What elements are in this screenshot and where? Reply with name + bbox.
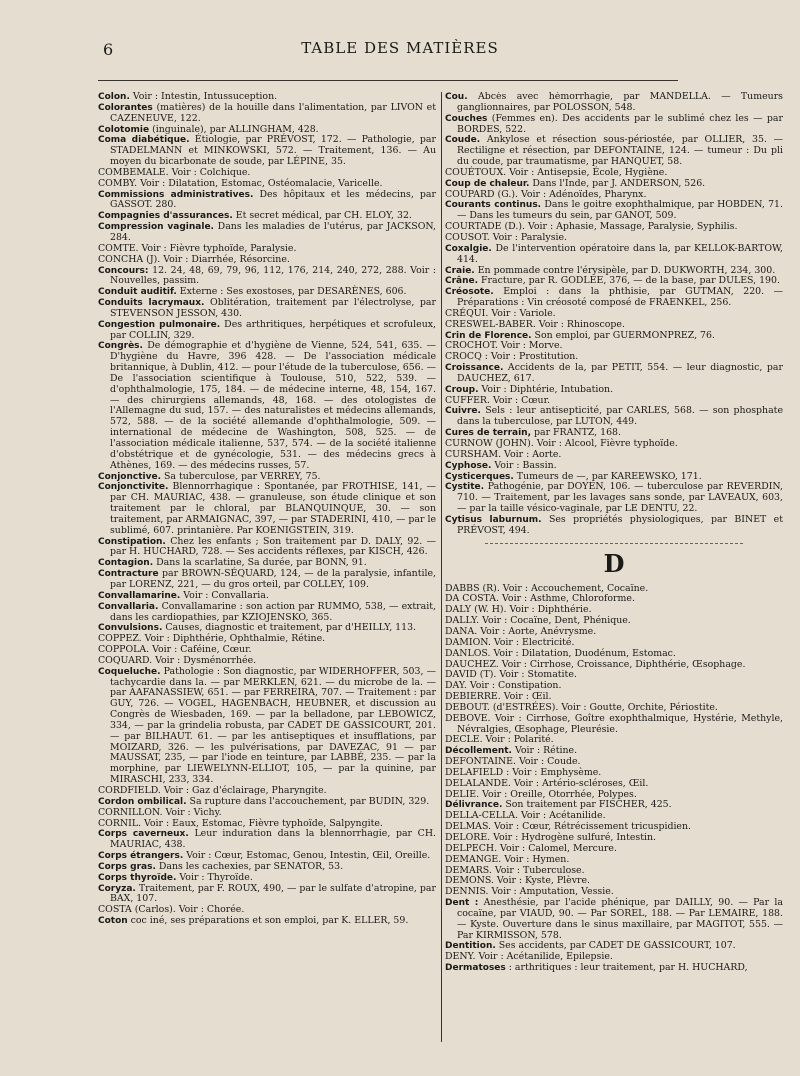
entry-headword: Crâne.: [445, 276, 479, 287]
entry-headword: Cysticerques.: [445, 471, 514, 482]
entry-headword: Courants continus.: [445, 200, 542, 211]
left-column: [98, 92, 436, 1052]
entry-text: DANA. Voir : Aorte, Anévrysme.: [445, 625, 597, 637]
entry-text: CORDFIELD. Voir : Gaz d'éclairage, Pharyngite.: [98, 785, 327, 796]
entry-text: DANLOS. Voir : Dilatation, Duodénum, Estomac.: [445, 647, 676, 659]
index-entry: [98, 829, 436, 851]
entry-headword: Cystite.: [445, 482, 485, 493]
entry-text: (Femmes en). Des accidents par le sublimé chez les — par BORDES, 522.: [457, 112, 783, 135]
entry-headword: Colotomie: [98, 124, 150, 135]
index-entry: [445, 963, 783, 974]
entry-text: 12. 24, 48, 69, 79, 96, 112, 176, 214, 240, 272, 288. Voir : Nouvelles, passim.: [110, 264, 436, 287]
entry-text: Son traitement par FISCHER, 425.: [502, 799, 672, 811]
entry-text: Causes, diagnostic et traitement, par d'HEILLY, 113.: [162, 622, 417, 634]
entry-text: DEMONS. Voir : Kyste, Plèvre.: [445, 875, 590, 887]
entry-headword: Convulsions.: [98, 623, 163, 634]
entry-text: DELORE. Voir : Hydrogène sulfuré, Intestin.: [445, 832, 656, 843]
entry-text: Voir : Cœur, Estomac, Genou, Intestin, Œil, Oreille.: [183, 850, 431, 862]
entry-text: COMTE. Voir : Fièvre typhoïde, Paralysie.: [98, 242, 297, 254]
entry-text: DALY (W. H). Voir : Diphthérie.: [445, 604, 592, 616]
entry-text: COQUARD. Voir : Dysménorrhée.: [98, 654, 257, 666]
entry-text: DEMARS. Voir : Tuberculose.: [445, 864, 585, 876]
entry-headword: Coxalgie.: [445, 243, 492, 254]
entry-headword: Cyphose.: [445, 460, 492, 471]
entry-text: CRESWEL-BABER. Voir : Rhinoscope.: [445, 318, 625, 330]
entry-text: DELALANDE. Voir : Artério-scléroses, Œil.: [445, 777, 649, 789]
entry-text: Pathogénie, par DOYEN, 106. — tuberculose par REVERDIN, 710. — Traitement, par les lavages sans sonde, par LAVEAUX, 603, — par la taille vésico-vaginale, par LE DENTU, 22.: [457, 481, 783, 515]
entry-text: DAMION. Voir : Electricité.: [445, 636, 575, 648]
entry-text: COURTADE (D.). Voir : Aphasie, Massage, Paralysie, Syphilis.: [445, 221, 738, 233]
entry-headword: Colon.: [98, 92, 130, 102]
index-entry: [445, 244, 783, 266]
entry-text: DA COSTA. Voir : Asthme, Chloroforme.: [445, 593, 635, 605]
index-entry: [98, 916, 436, 927]
entry-headword: Coqueluche.: [98, 666, 161, 677]
running-title: TABLE DES MATIÈRES: [301, 39, 499, 57]
index-entry: [445, 515, 783, 537]
entry-text: Sa rupture dans l'accouchement, par BUDIN, 329.: [186, 795, 430, 807]
entry-headword: Contracture: [98, 569, 159, 580]
entry-text: DELLA-CELLA. Voir : Acétanilide.: [445, 810, 606, 822]
entry-headword: Cou.: [445, 92, 468, 102]
index-entry: [98, 190, 436, 212]
entry-text: (matières) de la houille dans l'alimentation, par LIVON et CAZENEUVE, 122.: [110, 101, 436, 124]
index-entry: [98, 482, 436, 536]
entry-text: CURNOW (JOHN). Voir : Alcool, Fièvre typhoïde.: [445, 438, 678, 449]
entry-headword: Conjonctive.: [98, 471, 161, 482]
index-entry: [445, 482, 783, 515]
entry-text: Et secret médical, par CH. ELOY, 32.: [232, 210, 412, 222]
entry-headword: Coryza.: [98, 883, 136, 894]
entry-text: Pathologie : Son diagnostic, par WIDERHOFFER, 503, — tachycardie dans la. — par MERKLEN, 621. — du microbe de la. — par AAFANASSIEW, 651. — par FERREIRA, 707. — Traitement : par GUY, 726. — VOGEL, HAGENBACH, HEUBNER, et discussion au Congrès de Wiesbaden, 169. — par la belladone, par LEBOWICZ, 334, — par la grindelia robusta, par CADET DE GASSICOURT, 201. — par BILHAUT. 61. — par les antiseptiques et insufflations, par MOIZARD, 326. — les pulvérisations, par DAVEZAC, 91 — par MAUSSAT, 235, — par l'iode en teinture, par LABBÉ, 235. — par la morphine, par LIEWELYNN-ELLIOT, 105, — par la quinine, par MIRASCHI, 233, 334.: [110, 665, 436, 786]
entry-headword: Congrès.: [98, 341, 143, 352]
entry-text: CURSHAM. Voir : Aorte.: [445, 448, 562, 460]
entry-headword: Commissions administratives.: [98, 189, 254, 200]
entry-text: Externe : Ses exostoses, par DESARÈNES, 606.: [176, 286, 407, 298]
index-entry: [98, 135, 436, 168]
entry-text: DENNIS. Voir : Amputation, Vessie.: [445, 886, 614, 898]
index-entry: [445, 363, 783, 385]
entry-text: DEBIERRE. Voir : Œil.: [445, 691, 552, 703]
entry-text: COUÉTOUX. Voir : Antisepsie, École, Hygiène.: [445, 166, 668, 178]
index-entry: [98, 298, 436, 320]
entry-text: DELAFIELD : Voir : Emphysème.: [445, 766, 602, 778]
entry-text: Dans l'Inde, par J. ANDERSON, 526.: [529, 177, 706, 189]
entry-text: CORNIL. Voir : Eaux, Estomac, Fièvre typhoïde, Salpyngite.: [98, 817, 383, 829]
entry-text: Oblitération, traitement par l'électrolyse, par STEVENSON JESSON, 430.: [110, 297, 436, 319]
header-rule: [98, 80, 678, 81]
entry-text: CRÉQUI. Voir : Variole.: [445, 307, 556, 319]
entry-headword: Coton: [98, 916, 128, 927]
entry-text: Convallamarine : son action par RUMMO, 538, — extrait, dans les cardiopathies, par KZIOJENSKO, 365.: [110, 600, 436, 623]
entry-text: Leur induration dans la blennorrhagie, par CH. MAURIAC, 438.: [110, 828, 436, 851]
entry-text: DEBOUT. (d'ESTRÉES). Voir : Goutte, Orchite, Périostite.: [445, 701, 718, 713]
entry-headword: Convallamarine.: [98, 590, 181, 601]
entry-headword: Concours:: [98, 265, 149, 276]
section-c-entries: [445, 92, 783, 537]
entry-headword: Corps étrangers.: [98, 851, 184, 862]
entry-headword: Cures de terrain,: [445, 428, 531, 439]
entry-text: COUSOT. Voir : Paralysie.: [445, 231, 568, 243]
entry-text: DELPECH. Voir : Calomel, Mercure.: [445, 842, 617, 854]
entry-text: CUFFER. Voir : Cœur.: [445, 394, 551, 406]
entry-text: DEFONTAINE. Voir : Coude.: [445, 756, 581, 768]
entry-text: CROCQ : Voir : Prostitution.: [445, 351, 579, 363]
entry-text: Emploi : dans la phthisie, par GUTMAN, 220. — Préparations : Vin créosoté composé de FRAENKEL, 256.: [457, 286, 783, 309]
entry-text: Son emploi, par GUERMONPREZ, 76.: [531, 329, 715, 341]
index-entry: [445, 200, 783, 222]
index-entry: [445, 714, 783, 736]
entry-text: Chez les enfants ; Son traitement par D. DALY, 92. — par H. HUCHARD, 728. — Ses accidents réflexes, par KISCH, 426.: [110, 535, 436, 558]
entry-headword: Délivrance.: [445, 800, 503, 811]
entry-text: Anesthésie, par l'acide phénique, par DAILLY, 90. — Par la cocaïne, par VIAUD, 90. — Par SOREL, 188. — Par LEMAIRE, 188. — Kyste. Ouverture dans le sinus maxillaire, par MAGITOT, 555. — Par KIRMISSON, 578.: [457, 897, 783, 941]
entry-text: Voir : Convallaria.: [180, 589, 269, 601]
section-d-entries: [445, 584, 783, 974]
entry-text: par BROWN-SÉQUARD, 124, — de la paralysie, infantile, par LORENZ, 221, — du gros orteil, par COLLEY, 109.: [110, 568, 436, 590]
index-entry: [98, 602, 436, 624]
entry-text: Voir : Rétine.: [511, 745, 578, 757]
entry-headword: Conduits lacrymaux.: [98, 298, 205, 309]
entry-headword: Dermatoses: [445, 963, 506, 974]
section-letter: D: [603, 548, 625, 578]
index-entry: [445, 406, 783, 428]
index-entry: [98, 320, 436, 342]
right-column: [445, 92, 783, 1052]
index-entry: [445, 135, 783, 168]
entry-headword: Dent :: [445, 898, 479, 909]
entry-headword: Constipation.: [98, 536, 166, 547]
entry-text: En pommade contre l'érysipèle, par D. DUKWORTH, 234, 300.: [474, 264, 776, 276]
entry-text: Ses propriétés physiologiques, par BINET et PRÉVOST, 494.: [457, 513, 783, 536]
index-entry: [445, 898, 783, 941]
entry-headword: Corps thyroïde.: [98, 872, 177, 883]
entry-headword: Cytisus laburnum.: [445, 514, 542, 525]
index-entry: [98, 884, 436, 906]
entry-text: COPPEZ. Voir : Diphthérie, Ophthalmie, Rétine.: [98, 633, 326, 645]
entry-text: DABBS (R). Voir : Accouchement, Cocaïne.: [445, 582, 649, 594]
index-entry: [98, 341, 436, 471]
entry-text: De l'intervention opératoire dans la, par KELLOK-BARTOW, 414.: [457, 242, 783, 265]
entry-text: COMBY. Voir : Dilatation, Estomac, Ostéomalacie, Varicelle.: [98, 177, 383, 189]
entry-headword: Congestion pulmonaire.: [98, 319, 221, 330]
entry-headword: Couches: [445, 113, 488, 124]
index-entry: [98, 862, 436, 873]
entry-text: Voir : Bassin.: [491, 459, 557, 471]
index-entry: [98, 667, 436, 786]
entry-headword: Corps gras.: [98, 861, 156, 872]
page-header: [0, 36, 800, 66]
index-entry: [445, 287, 783, 309]
index-entry: [445, 92, 783, 114]
entry-text: Ankylose et résection sous-périostée, par OLLIER, 35. — Rectiligne et résection, par DEFONTAINE, 124. — tumeur : Du pli du coude, par traumatisme, par HANQUET, 58.: [457, 134, 783, 168]
entry-headword: Décollement.: [445, 746, 512, 757]
entry-headword: Conduit auditif.: [98, 287, 177, 298]
index-entry: [98, 569, 436, 591]
entry-text: Accidents de la, par PETIT, 554. — leur diagnostic, par DAUCHEZ, 617.: [457, 362, 783, 384]
index-entry: [98, 103, 436, 125]
entry-text: Traitement, par F. ROUX, 490, — par le sulfate d'atropine, par BAX, 107.: [110, 882, 436, 905]
index-entry: [445, 114, 783, 136]
entry-text: CROCHOT. Voir : Morve.: [445, 340, 563, 352]
entry-headword: Coup de chaleur.: [445, 178, 530, 189]
entry-headword: Craie.: [445, 265, 475, 276]
entry-text: Voir : Diphtérie, Intubation.: [478, 383, 614, 395]
entry-headword: Convallaria.: [98, 601, 159, 612]
entry-text: Fracture, par R. GODLEE, 376, — de la base, par DULES, 190.: [478, 275, 780, 287]
entry-text: Des hôpitaux et les médecins, par GASSOT. 280.: [110, 188, 436, 211]
entry-text: Des arthritiques, herpétiques et scrofuleux, par COLLIN, 329.: [110, 318, 436, 341]
entry-text: coc iné, ses préparations et son emploi, par K. ELLER, 59.: [127, 915, 409, 927]
section-letter-block: [445, 543, 783, 576]
entry-text: CONCHA (J). Voir : Diarrhée, Résorcine.: [98, 253, 290, 265]
entry-headword: Croup.: [445, 384, 479, 395]
entry-text: Étiologie, par PRÉVOST, 172. — Pathologie, par STADELMANN et MINKOWSKI, 572. — Traitement, 136. — Au moyen du bicarbonate de soude, par LÉPINE, 35.: [110, 134, 436, 168]
entry-text: COPPOLA. Voir : Caféine, Cœur.: [98, 644, 252, 656]
page-number: 6: [103, 40, 114, 59]
entry-headword: Compression vaginale.: [98, 222, 214, 233]
entry-text: CORNILLON. Voir : Vichy.: [98, 806, 222, 818]
entry-headword: Contagion.: [98, 558, 154, 569]
entry-text: DAVID (T). Voir : Stomatite.: [445, 669, 577, 681]
entry-headword: Dentition.: [445, 941, 496, 952]
index-entry: [98, 266, 436, 288]
entry-headword: Corps caverneux.: [98, 829, 189, 840]
entry-text: Voir : Intestin, Intussuception.: [129, 92, 278, 102]
entry-headword: Colorantes: [98, 102, 153, 113]
entry-headword: Cordon ombilical.: [98, 796, 187, 807]
index-entry: [98, 537, 436, 559]
entry-text: DAY. Voir : Constipation.: [445, 680, 562, 692]
entry-text: De démographie et d'hygiène de Vienne, 524, 541, 635. — D'hygiène du Havre, 396 428. — De l'association médicale britannique, à Dublin, 412. — pour l'étude de la tuberculose, 656. — De l'association scientifique à Toulouse, 510, 522, 539. — d'ophthalmologie, 175, 184. — de médecine interne, 48, 154, 167. — des chirurgiens allemands, 48, 168. — des otologistes de l'Allemagne du sud, 157. — des naturalistes et médecins allemands, 572, 588. — de la société allemande d'ophthalmologie, 509. — international de médecine de Washington, 508, 525. — de l'association médicale italienne, 537, 574. — de la société italienne d'obstétrique et de gynécologie, 531. — des médecins grecs à Athènes, 169. — des médecins russes, 57.: [110, 340, 436, 471]
entry-text: (inguinale), par ALLINGHAM, 428.: [149, 123, 319, 135]
entry-text: Blennorrhagique : Spontanée, par FROTHISE, 141, — par CH. MAURIAC, 438. — granuleuse, son étude clinique et son traitement par le chloral, par BLANQUINQUE, 30. — son traitement, par ARMAIGNAC, 397, — par STADERINI, 410, — par le sublimé, 607. printanière. Par KOENIGSTEIN, 319.: [110, 481, 436, 536]
entry-text: Dans la scarlatine, Sa durée, par BONN, 91.: [153, 557, 367, 569]
entry-headword: Cuivre.: [445, 406, 481, 417]
entry-text: DELIE. Voir : Oreille, Otorrhée, Polypes.: [445, 788, 637, 800]
entry-text: Tumeurs de —, par KAREEWSKO, 171.: [513, 470, 702, 482]
column-divider: [441, 92, 442, 1042]
entry-text: COSTA (Carlos). Voir : Chorée.: [98, 904, 245, 916]
entry-text: COUPARD (G.). Voir : Adénoïdes, Pharynx.: [445, 188, 647, 200]
entry-text: Sels : leur antisepticité, par CARLES, 568. — son phosphate dans la tuberculose, par LUTON, 449.: [457, 405, 783, 428]
entry-text: DEMANGE. Voir : Hymen.: [445, 853, 570, 865]
index-entry: [445, 735, 783, 746]
entry-headword: Coma diabétique.: [98, 135, 190, 146]
entry-text: Dans le goitre exophthalmique, par HOBDEN, 71. — Dans les tumeurs du sein, par GANOT, 509.: [457, 199, 783, 222]
entry-text: par FRANTZ, 168.: [531, 427, 622, 439]
entry-headword: Crin de Florence.: [445, 330, 532, 341]
entry-text: DEBOVE. Voir : Cirrhose, Goître exophthalmique, Hystérie, Methyle, Névralgies, Œsophage, Pleurésie.: [445, 712, 783, 735]
entry-headword: Coude.: [445, 135, 481, 146]
entry-text: Voir : Thyroïde.: [176, 871, 253, 883]
entry-text: DECLE. Voir : Polarité.: [445, 734, 554, 746]
entry-text: Sa tuberculose, par VERREY, 75.: [160, 470, 321, 482]
entry-text: DELMAS. Voir : Cœur, Rétrécissement tricuspidien.: [445, 821, 692, 833]
entry-text: Ses accidents, par CADET DE GASSICOURT, 107.: [495, 940, 736, 952]
entry-headword: Compagnies d'assurances.: [98, 211, 233, 222]
entry-text: COMBEMALE. Voir : Colchique.: [98, 166, 251, 178]
index-entry: [98, 222, 436, 244]
entry-text: Dans les maladies de l'utérus, par JACKSON, 284.: [110, 221, 436, 243]
entry-text: DAUCHEZ. Voir : Cirrhose, Croissance, Diphthérie, Œsophage.: [445, 658, 746, 670]
entry-headword: Créosote.: [445, 287, 494, 298]
entry-text: : arthritiques : leur traitement, par H. HUCHARD,: [505, 962, 748, 974]
entry-text: Dans les cachexies, par SENATOR, 53.: [155, 860, 344, 872]
entry-text: DENY. Voir : Acétanilide, Epilepsie.: [445, 951, 613, 963]
entry-text: Abcès avec hémorrhagie, par MANDELLA. — Tumeurs ganglionnaires, par POLOSSON, 548.: [457, 92, 783, 113]
entry-headword: Conjonctivite.: [98, 482, 169, 493]
entry-text: DALLY. Voir : Cocaïne, Dent, Phénique.: [445, 615, 631, 627]
entry-headword: Croissance.: [445, 363, 504, 374]
